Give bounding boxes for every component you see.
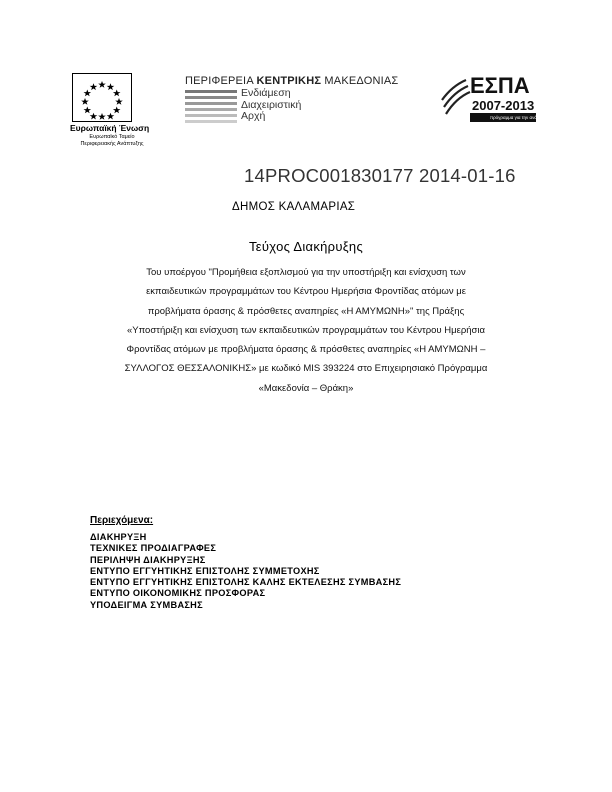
- espa-swoosh-icon: [442, 80, 470, 114]
- contents-item: ΔΙΑΚΗΡΥΞΗ: [90, 532, 147, 542]
- contents-list: [90, 532, 401, 611]
- eu-name: Ευρωπαϊκή Ένωση: [70, 123, 150, 133]
- espa-years: 2007-2013: [472, 98, 535, 113]
- description-line: «Μακεδονία – Θράκη»: [258, 382, 354, 394]
- description-line: ΣΥΛΛΟΓΟΣ ΘΕΣΣΑΛΟΝΙΚΗΣ» με κωδικό MIS 393224 στο Επιχειρησιακό Πρόγραμμα: [124, 363, 488, 375]
- eu-fund-line2: Περιφερειακής Ανάπτυξης: [80, 141, 144, 147]
- region-line3: Αρχή: [241, 110, 266, 122]
- description-line: Φροντίδας ατόμων με προβλήματα όρασης & πρόσθετες αναπηρίες «Η ΑΜΥΜΩΝΗ –: [126, 344, 486, 356]
- description-line: Του υποέργου "Προμήθεια εξοπλισμού για την υποστήριξη και ενίσχυση των: [146, 267, 466, 278]
- espa-slogan: πρόγραμμα για την ανάπτυξη: [490, 115, 549, 120]
- contents-item: ΤΕΧΝΙΚΕΣ ΠΡΟΔΙΑΓΡΑΦΕΣ: [90, 543, 217, 554]
- contents-item: ΠΕΡΙΛΗΨΗ ΔΙΑΚΗΡΥΞΗΣ: [90, 554, 206, 565]
- region-title-bold: ΚΕΝΤΡΙΚΗΣ: [256, 75, 322, 87]
- eu-logo: [70, 73, 160, 148]
- contents-item: ΥΠΟΔΕΙΓΜΑ ΣΥΜΒΑΣΗΣ: [90, 599, 203, 610]
- description: [0, 263, 612, 398]
- reference-code: 14PROC001830177 2014-01-16: [244, 165, 516, 186]
- region-title-suffix: ΜΑΚΕΔΟΝΙΑΣ: [324, 75, 399, 87]
- region-title: [185, 75, 415, 87]
- region-title-prefix: ΠΕΡΙΦΕΡΕΙΑ: [185, 75, 254, 87]
- description-line: προβλήματα όρασης & πρόσθετες αναπηρίες «Η ΑΜΥΜΩΝΗ»" της Πράξης: [147, 305, 465, 317]
- espa-name: ΕΣΠΑ: [470, 73, 530, 98]
- region-stripes-icon: [185, 90, 237, 126]
- contents-item: ΕΝΤΥΠΟ ΟΙΚΟΝΟΜΙΚΗΣ ΠΡΟΣΦΟΡΑΣ: [90, 588, 266, 599]
- description-line: «Υποστήριξη και ενίσχυση των εκπαιδευτικών προγραμμάτων του Κέντρου Ημερήσια: [127, 324, 485, 336]
- municipality-name: ΔΗΜΟΣ ΚΑΛΑΜΑΡΙΑΣ: [232, 201, 356, 213]
- region-line1: Ενδιάμεση: [241, 87, 291, 99]
- eu-fund-text: [70, 134, 154, 148]
- eu-fund-line1: Ευρωπαϊκό Ταμείο: [89, 134, 135, 140]
- espa-slogan-bar: [470, 113, 549, 122]
- eu-flag-icon: [72, 73, 132, 122]
- region-lines: [241, 88, 301, 123]
- espa-logo: [440, 70, 549, 125]
- contents-item: ΕΝΤΥΠΟ ΕΓΓΥΗΤΙΚΗΣ ΕΠΙΣΤΟΛΗΣ ΚΑΛΗΣ ΕΚΤΕΛΕΣΗΣ ΣΥΜΒΑΣΗΣ: [90, 577, 402, 588]
- region-line2: Διαχειριστική: [241, 98, 302, 111]
- contents-item: ΕΝΤΥΠΟ ΕΓΓΥΗΤΙΚΗΣ ΕΠΙΣΤΟΛΗΣ ΣΥΜΜΕΤΟΧΗΣ: [90, 565, 320, 576]
- document-title: Τεύχος Διακήρυξης: [248, 239, 364, 254]
- description-line: εκπαιδευτικών προγραμμάτων του Κέντρου Ημερήσια Φροντίδας ατόμων με: [146, 286, 466, 298]
- region-logo: [185, 75, 415, 127]
- contents-heading: Περιεχόμενα:: [90, 515, 154, 526]
